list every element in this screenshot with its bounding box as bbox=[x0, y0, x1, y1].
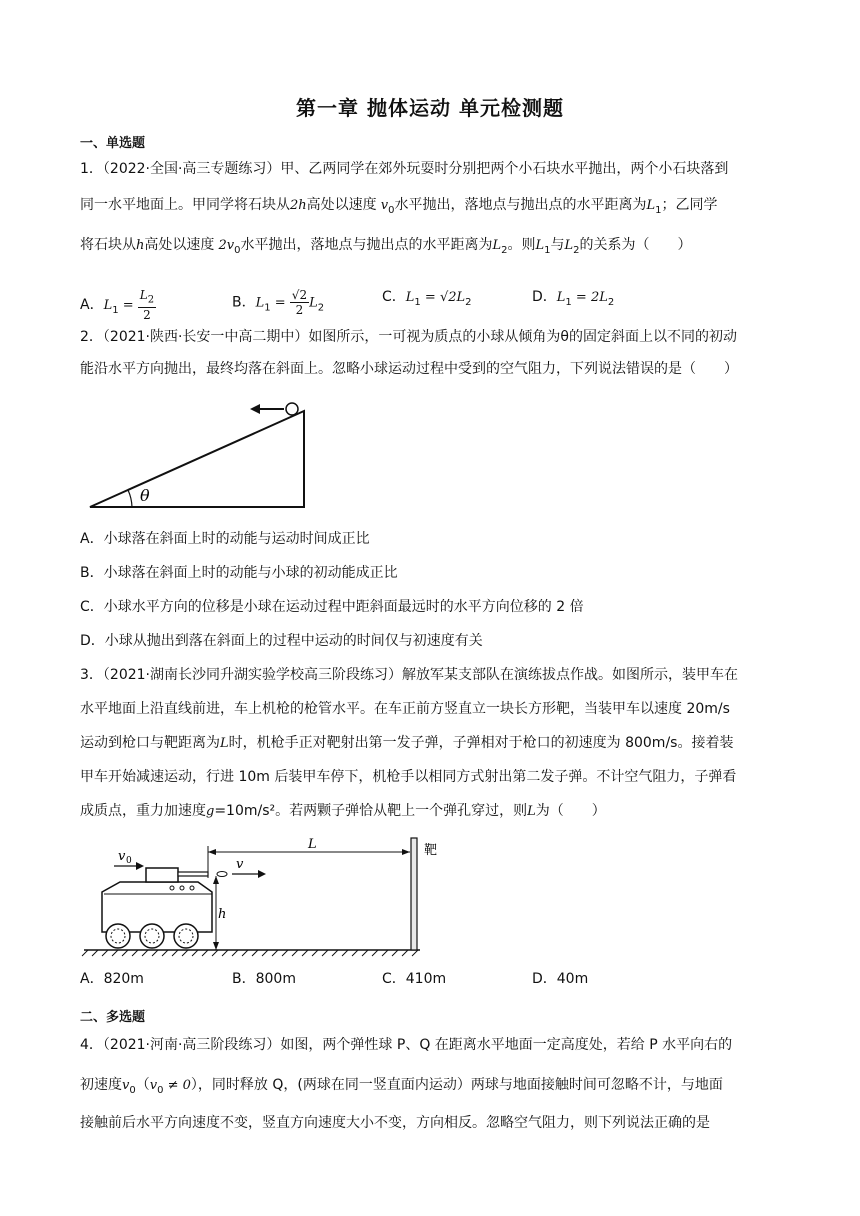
q2-line-1: 2．（2021·陕西·长安一中高二期中）如图所示，一可视为质点的小球从倾角为θ的固定斜面上以不同的初动 bbox=[80, 329, 737, 345]
q1-line-2: 同一水平地面上。甲同学将石块从2h高处以速度 $v_0$水平抛出，落地点与抛出点的水平距离为$L_1$；乙同学 bbox=[80, 197, 718, 216]
bullet-icon bbox=[217, 872, 227, 877]
h-label: h bbox=[218, 907, 227, 922]
q2-line-2: 能沿水平方向抛出，最终均落在斜面上。忽略小球运动过程中受到的空气阻力，下列说法错误的是（ ） bbox=[80, 361, 738, 377]
q3-line-2: 水平地面上沿直线前进，车上机枪的枪管水平。在车正前方竖直立一块长方形靶，当装甲车以速度 20m/s bbox=[80, 701, 730, 717]
target-board-icon bbox=[411, 838, 417, 950]
q1-option-a[interactable]: A．$L_1$ = $\frac{L_2}{2}$ bbox=[80, 288, 155, 323]
wheel-icon bbox=[174, 924, 198, 948]
q3-option-a[interactable]: A．820m bbox=[80, 971, 144, 987]
svg-text:0: 0 bbox=[126, 856, 132, 866]
v0-label: v bbox=[118, 849, 126, 864]
q3-option-c[interactable]: C．410m bbox=[382, 971, 447, 987]
v-label: v bbox=[236, 857, 244, 872]
q1-line-1: 1．（2022·全国·高三专题练习）甲、乙两同学在郊外玩耍时分别把两个小石块水平抛出，两个小石块落到 bbox=[80, 161, 729, 177]
q1-option-c[interactable]: C．$L_1 = √2L_2$ bbox=[382, 289, 472, 308]
q2-option-a[interactable]: A．小球落在斜面上时的动能与运动时间成正比 bbox=[80, 531, 370, 547]
armored-vehicle-figure bbox=[80, 832, 460, 960]
q1-option-d[interactable]: D．$L_1 = 2L_2$ bbox=[532, 289, 615, 308]
q2-option-b[interactable]: B．小球落在斜面上时的动能与小球的初动能成正比 bbox=[80, 565, 398, 581]
q3-option-b[interactable]: B．800m bbox=[232, 971, 296, 987]
section-heading-single-choice: 一、单选题 bbox=[80, 136, 146, 151]
wheel-icon bbox=[106, 924, 130, 948]
incline-figure bbox=[80, 395, 320, 515]
q1-line-3: 将石块从h高处以速度 $2v_0$水平抛出，落地点与抛出点的水平距离为$L_2$。则$L_1$与$L_2$的关系为（ ） bbox=[80, 237, 692, 256]
ball-icon bbox=[286, 403, 298, 415]
section-heading-multi-choice: 二、多选题 bbox=[80, 1010, 146, 1025]
q2-option-c[interactable]: C．小球水平方向的位移是小球在运动过程中距斜面最远时的水平方向位移的 2 倍 bbox=[80, 599, 584, 615]
target-label: 靶 bbox=[424, 843, 438, 858]
q3-option-d[interactable]: D．40m bbox=[532, 971, 589, 987]
theta-label: θ bbox=[140, 486, 150, 505]
page-title: 第一章 抛体运动 单元检测题 bbox=[296, 96, 564, 120]
L-label: L bbox=[308, 837, 317, 852]
q4-line-3: 接触前后水平方向速度不变，竖直方向速度大小不变，方向相反。忽略空气阻力，则下列说法正确的是 bbox=[80, 1115, 710, 1131]
q3-line-5: 成质点，重力加速度g=10m/s²。若两颗子弹恰从靶上一个弹孔穿过，则L为（ ） bbox=[80, 803, 606, 819]
q3-line-4: 甲车开始减速运动，行进 10m 后装甲车停下，机枪手以相同方式射出第二发子弹。不计空气阻力，子弹看 bbox=[80, 769, 737, 785]
q4-line-2: 初速度$v_0(v_0 \ne 0)$，同时释放 Q，(两球在同一竖直面内运动）两球与地面接触时间可忽略不计，与地面 bbox=[80, 1077, 723, 1096]
q1-option-b[interactable]: B．$L_1$ = $\frac{√2}{2}$ $L_2$ bbox=[232, 288, 325, 317]
q2-option-d[interactable]: D．小球从抛出到落在斜面上的过程中运动的时间仅与初速度有关 bbox=[80, 633, 483, 649]
velocity-arrow-icon bbox=[250, 404, 260, 414]
q4-line-1: 4．（2021·河南·高三阶段练习）如图，两个弹性球 P、Q 在距离水平地面一定高度处，若给 P 水平向右的 bbox=[80, 1037, 733, 1053]
wheel-icon bbox=[140, 924, 164, 948]
q3-line-1: 3．（2021·湖南长沙同升湖实验学校高三阶段练习）解放军某支部队在演练拔点作战。如图所示，装甲车在 bbox=[80, 667, 738, 683]
q3-line-3: 运动到枪口与靶距离为L时，机枪手正对靶射出第一发子弹，子弹相对于枪口的初速度为 800m/s。接着装 bbox=[80, 735, 734, 751]
